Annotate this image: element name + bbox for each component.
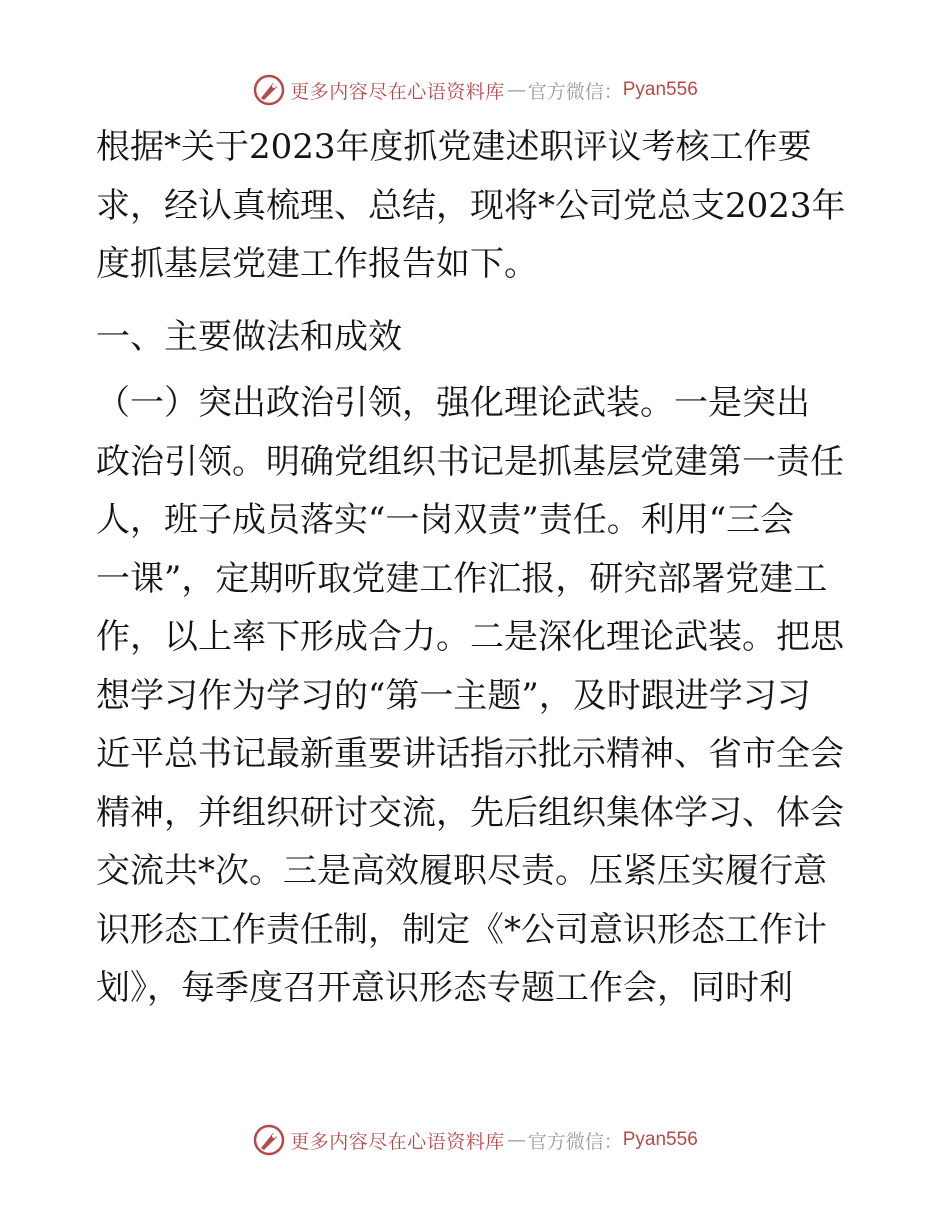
watermark-site-text: 更多内容尽在心语资料库 (290, 80, 505, 103)
watermark-separator: — (506, 79, 526, 101)
section1-line-9: 交流共*次。三是高效履职尽责。压紧压实履行意 (96, 851, 827, 891)
intro-line-3: 度抓基层党建工作报告如下。 (96, 244, 538, 284)
pen-nib-logo-icon (252, 73, 286, 107)
section1-line-7: 近平总书记最新重要讲话指示批示精神、省市全会 (96, 734, 844, 774)
watermark-site-text: 更多内容尽在心语资料库 (290, 1130, 505, 1153)
document-body (96, 118, 856, 1018)
section1-line-8: 精神，并组织研讨交流，先后组织集体学习、体会 (96, 792, 844, 833)
intro-line-1: 根据*关于2023年度抓党建述职评议考核工作要 (96, 127, 812, 167)
watermark-wechat-id: Pyan556 (622, 79, 698, 100)
section1-line-5: 作，以上率下形成合力。二是深化理论武装。把思 (96, 617, 844, 657)
section-heading: 一、主要做法和成效 (96, 316, 402, 357)
section1-line-1: （一）突出政治引领，强化理论武装。一是突出 (96, 383, 810, 423)
intro-line-2: 求，经认真梳理、总结，现将*公司党总支2023年 (96, 185, 846, 226)
footer-watermark (0, 1118, 950, 1162)
watermark-separator: — (506, 1129, 526, 1151)
pen-nib-logo-icon (252, 1123, 286, 1157)
watermark-wechat-id: Pyan556 (622, 1129, 698, 1150)
watermark-wechat-label: 官方微信： (527, 80, 623, 103)
section1-line-4: 一课”，定期听取党建工作汇报，研究部署党建工 (96, 558, 828, 599)
watermark-wechat-label: 官方微信： (527, 1130, 623, 1153)
header-watermark (0, 68, 950, 112)
section1-line-6: 想学习作为学习的“第一主题”，及时跟进学习习 (96, 675, 811, 716)
section1-line-2: 政治引领。明确党组织书记是抓基层党建第一责任 (96, 441, 844, 482)
section1-line-3: 人，班子成员落实“一岗双责”责任。利用“三会 (96, 500, 795, 540)
section1-line-10: 识形态工作责任制，制定《*公司意识形态工作计 (96, 909, 827, 950)
section1-line-11: 划》，每季度召开意识形态专题工作会，同时利 (96, 968, 793, 1008)
